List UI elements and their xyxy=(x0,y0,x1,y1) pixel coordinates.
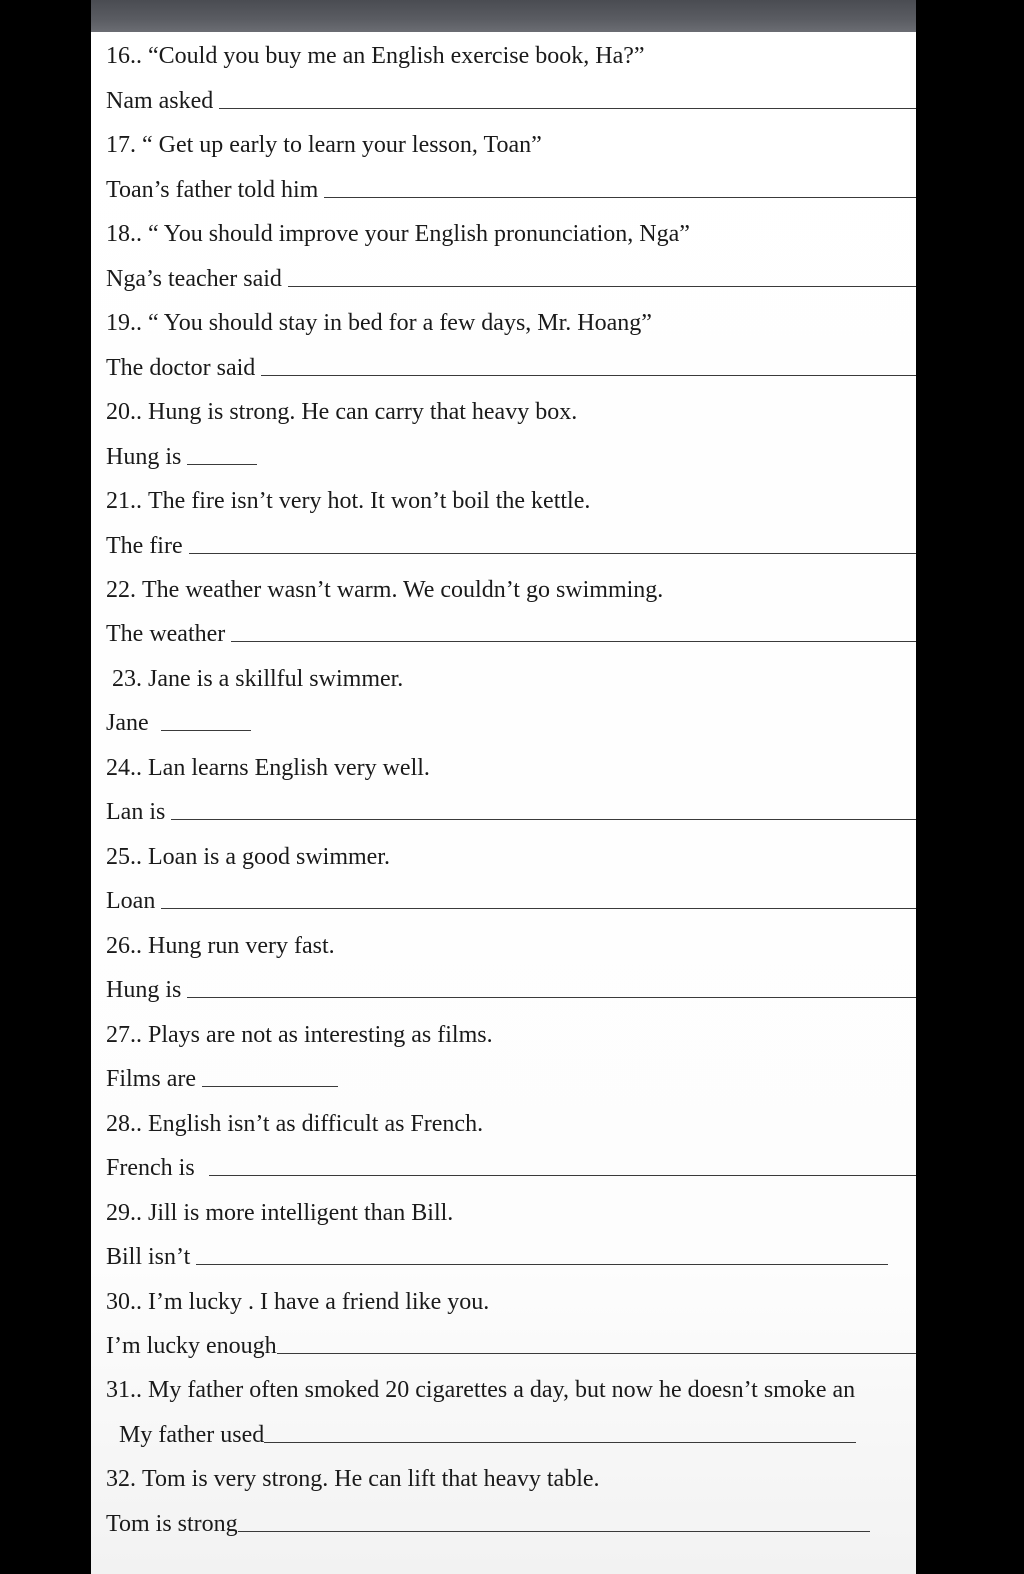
answer-prompt: The weather xyxy=(106,621,226,647)
question-text: Tom is very strong. He can lift that heavy table. xyxy=(142,1466,600,1492)
answer-prompt: French is xyxy=(106,1155,195,1181)
answer-line-25[interactable] xyxy=(106,885,916,915)
question-number: 31.. xyxy=(106,1377,142,1403)
answer-prompt: Hung is xyxy=(106,444,182,470)
question-text: Hung is strong. He can carry that heavy box. xyxy=(148,399,578,425)
question-text: Lan learns English very well. xyxy=(148,755,430,781)
answer-prompt: Tom is strong xyxy=(106,1511,238,1537)
question-17 xyxy=(106,129,542,159)
answer-prompt: Loan xyxy=(106,888,156,914)
answer-blank[interactable] xyxy=(161,888,916,909)
question-29 xyxy=(106,1197,453,1227)
answer-line-27[interactable] xyxy=(106,1063,338,1093)
question-26 xyxy=(106,930,335,960)
answer-blank[interactable] xyxy=(288,266,916,287)
question-22 xyxy=(106,574,663,604)
question-16 xyxy=(106,40,645,70)
answer-line-30[interactable] xyxy=(106,1330,916,1360)
answer-blank[interactable] xyxy=(161,710,251,731)
question-text: I’m lucky . I have a friend like you. xyxy=(148,1289,490,1315)
question-number: 23. xyxy=(112,666,142,692)
question-30 xyxy=(106,1286,489,1316)
question-number: 27.. xyxy=(106,1022,142,1048)
question-text: English isn’t as difficult as French. xyxy=(148,1111,484,1137)
question-27 xyxy=(106,1019,493,1049)
question-text: My father often smoked 20 cigarettes a day, but now he doesn’t smoke an xyxy=(148,1377,856,1403)
answer-prompt: Bill isn’t xyxy=(106,1244,191,1270)
question-number: 28.. xyxy=(106,1111,142,1137)
answer-line-29[interactable] xyxy=(106,1241,888,1271)
answer-line-26[interactable] xyxy=(106,974,916,1004)
question-28 xyxy=(106,1108,483,1138)
question-number: 21.. xyxy=(106,488,142,514)
question-number: 30.. xyxy=(106,1289,142,1315)
question-number: 29.. xyxy=(106,1200,142,1226)
answer-line-31[interactable] xyxy=(119,1419,856,1449)
question-text: The weather wasn’t warm. We couldn’t go swimming. xyxy=(142,577,664,603)
question-number: 24.. xyxy=(106,755,142,781)
question-18 xyxy=(106,218,690,248)
question-number: 16.. xyxy=(106,43,142,69)
question-19 xyxy=(106,307,652,337)
answer-prompt: Lan is xyxy=(106,799,166,825)
answer-prompt: Hung is xyxy=(106,977,182,1003)
answer-blank[interactable] xyxy=(238,1511,870,1532)
question-text: “ You should improve your English pronunciation, Nga” xyxy=(148,221,690,247)
question-25 xyxy=(106,841,390,871)
answer-blank[interactable] xyxy=(187,444,257,465)
answer-blank[interactable] xyxy=(324,177,916,198)
answer-prompt: The doctor said xyxy=(106,355,256,381)
answer-line-22[interactable] xyxy=(106,618,916,648)
answer-blank[interactable] xyxy=(231,621,916,642)
question-number: 19.. xyxy=(106,310,142,336)
question-number: 32. xyxy=(106,1466,136,1492)
question-number: 26.. xyxy=(106,933,142,959)
answer-line-19[interactable] xyxy=(106,352,916,382)
question-32 xyxy=(106,1463,600,1493)
answer-line-24[interactable] xyxy=(106,796,916,826)
answer-line-16[interactable] xyxy=(106,85,916,115)
question-23 xyxy=(112,663,403,693)
answer-blank[interactable] xyxy=(209,1155,916,1176)
answer-blank[interactable] xyxy=(219,88,916,109)
answer-prompt: I’m lucky enough xyxy=(106,1333,277,1359)
answer-line-23[interactable] xyxy=(106,707,251,737)
answer-prompt: Jane xyxy=(106,710,149,736)
answer-line-18[interactable] xyxy=(106,263,916,293)
question-text: Hung run very fast. xyxy=(148,933,335,959)
answer-line-17[interactable] xyxy=(106,174,916,204)
question-text: Jill is more intelligent than Bill. xyxy=(148,1200,454,1226)
question-text: Jane is a skillful swimmer. xyxy=(148,666,404,692)
question-number: 25.. xyxy=(106,844,142,870)
top-bar xyxy=(91,0,916,32)
answer-blank[interactable] xyxy=(202,1066,338,1087)
question-24 xyxy=(106,752,430,782)
answer-prompt: The fire xyxy=(106,533,183,559)
answer-blank[interactable] xyxy=(187,977,916,998)
question-21 xyxy=(106,485,590,515)
answer-prompt: Films are xyxy=(106,1066,196,1092)
answer-blank[interactable] xyxy=(277,1333,916,1354)
question-number: 18.. xyxy=(106,221,142,247)
answer-blank[interactable] xyxy=(189,533,916,554)
answer-blank[interactable] xyxy=(261,355,916,376)
answer-prompt: My father used xyxy=(119,1422,265,1448)
answer-prompt: Nam asked xyxy=(106,88,214,114)
question-number: 20.. xyxy=(106,399,142,425)
question-20 xyxy=(106,396,577,426)
answer-line-21[interactable] xyxy=(106,530,916,560)
answer-blank[interactable] xyxy=(196,1244,888,1265)
answer-prompt: Toan’s father told him xyxy=(106,177,319,203)
answer-blank[interactable] xyxy=(264,1422,856,1443)
question-number: 22. xyxy=(106,577,136,603)
question-31 xyxy=(106,1374,916,1404)
answer-line-28[interactable] xyxy=(106,1152,916,1182)
answer-blank[interactable] xyxy=(171,799,916,820)
answer-prompt: Nga’s teacher said xyxy=(106,266,282,292)
answer-line-32[interactable] xyxy=(106,1508,870,1538)
question-text: Loan is a good swimmer. xyxy=(148,844,390,870)
answer-line-20[interactable] xyxy=(106,441,257,471)
question-text: The fire isn’t very hot. It won’t boil the kettle. xyxy=(148,488,591,514)
question-text: “ Get up early to learn your lesson, Toan” xyxy=(142,132,542,158)
question-text: “ You should stay in bed for a few days, Mr. Hoang” xyxy=(148,310,652,336)
question-number: 17. xyxy=(106,132,136,158)
question-text: “Could you buy me an English exercise book, Ha?” xyxy=(148,43,645,69)
worksheet-page xyxy=(91,32,916,1574)
question-text: Plays are not as interesting as films. xyxy=(148,1022,493,1048)
